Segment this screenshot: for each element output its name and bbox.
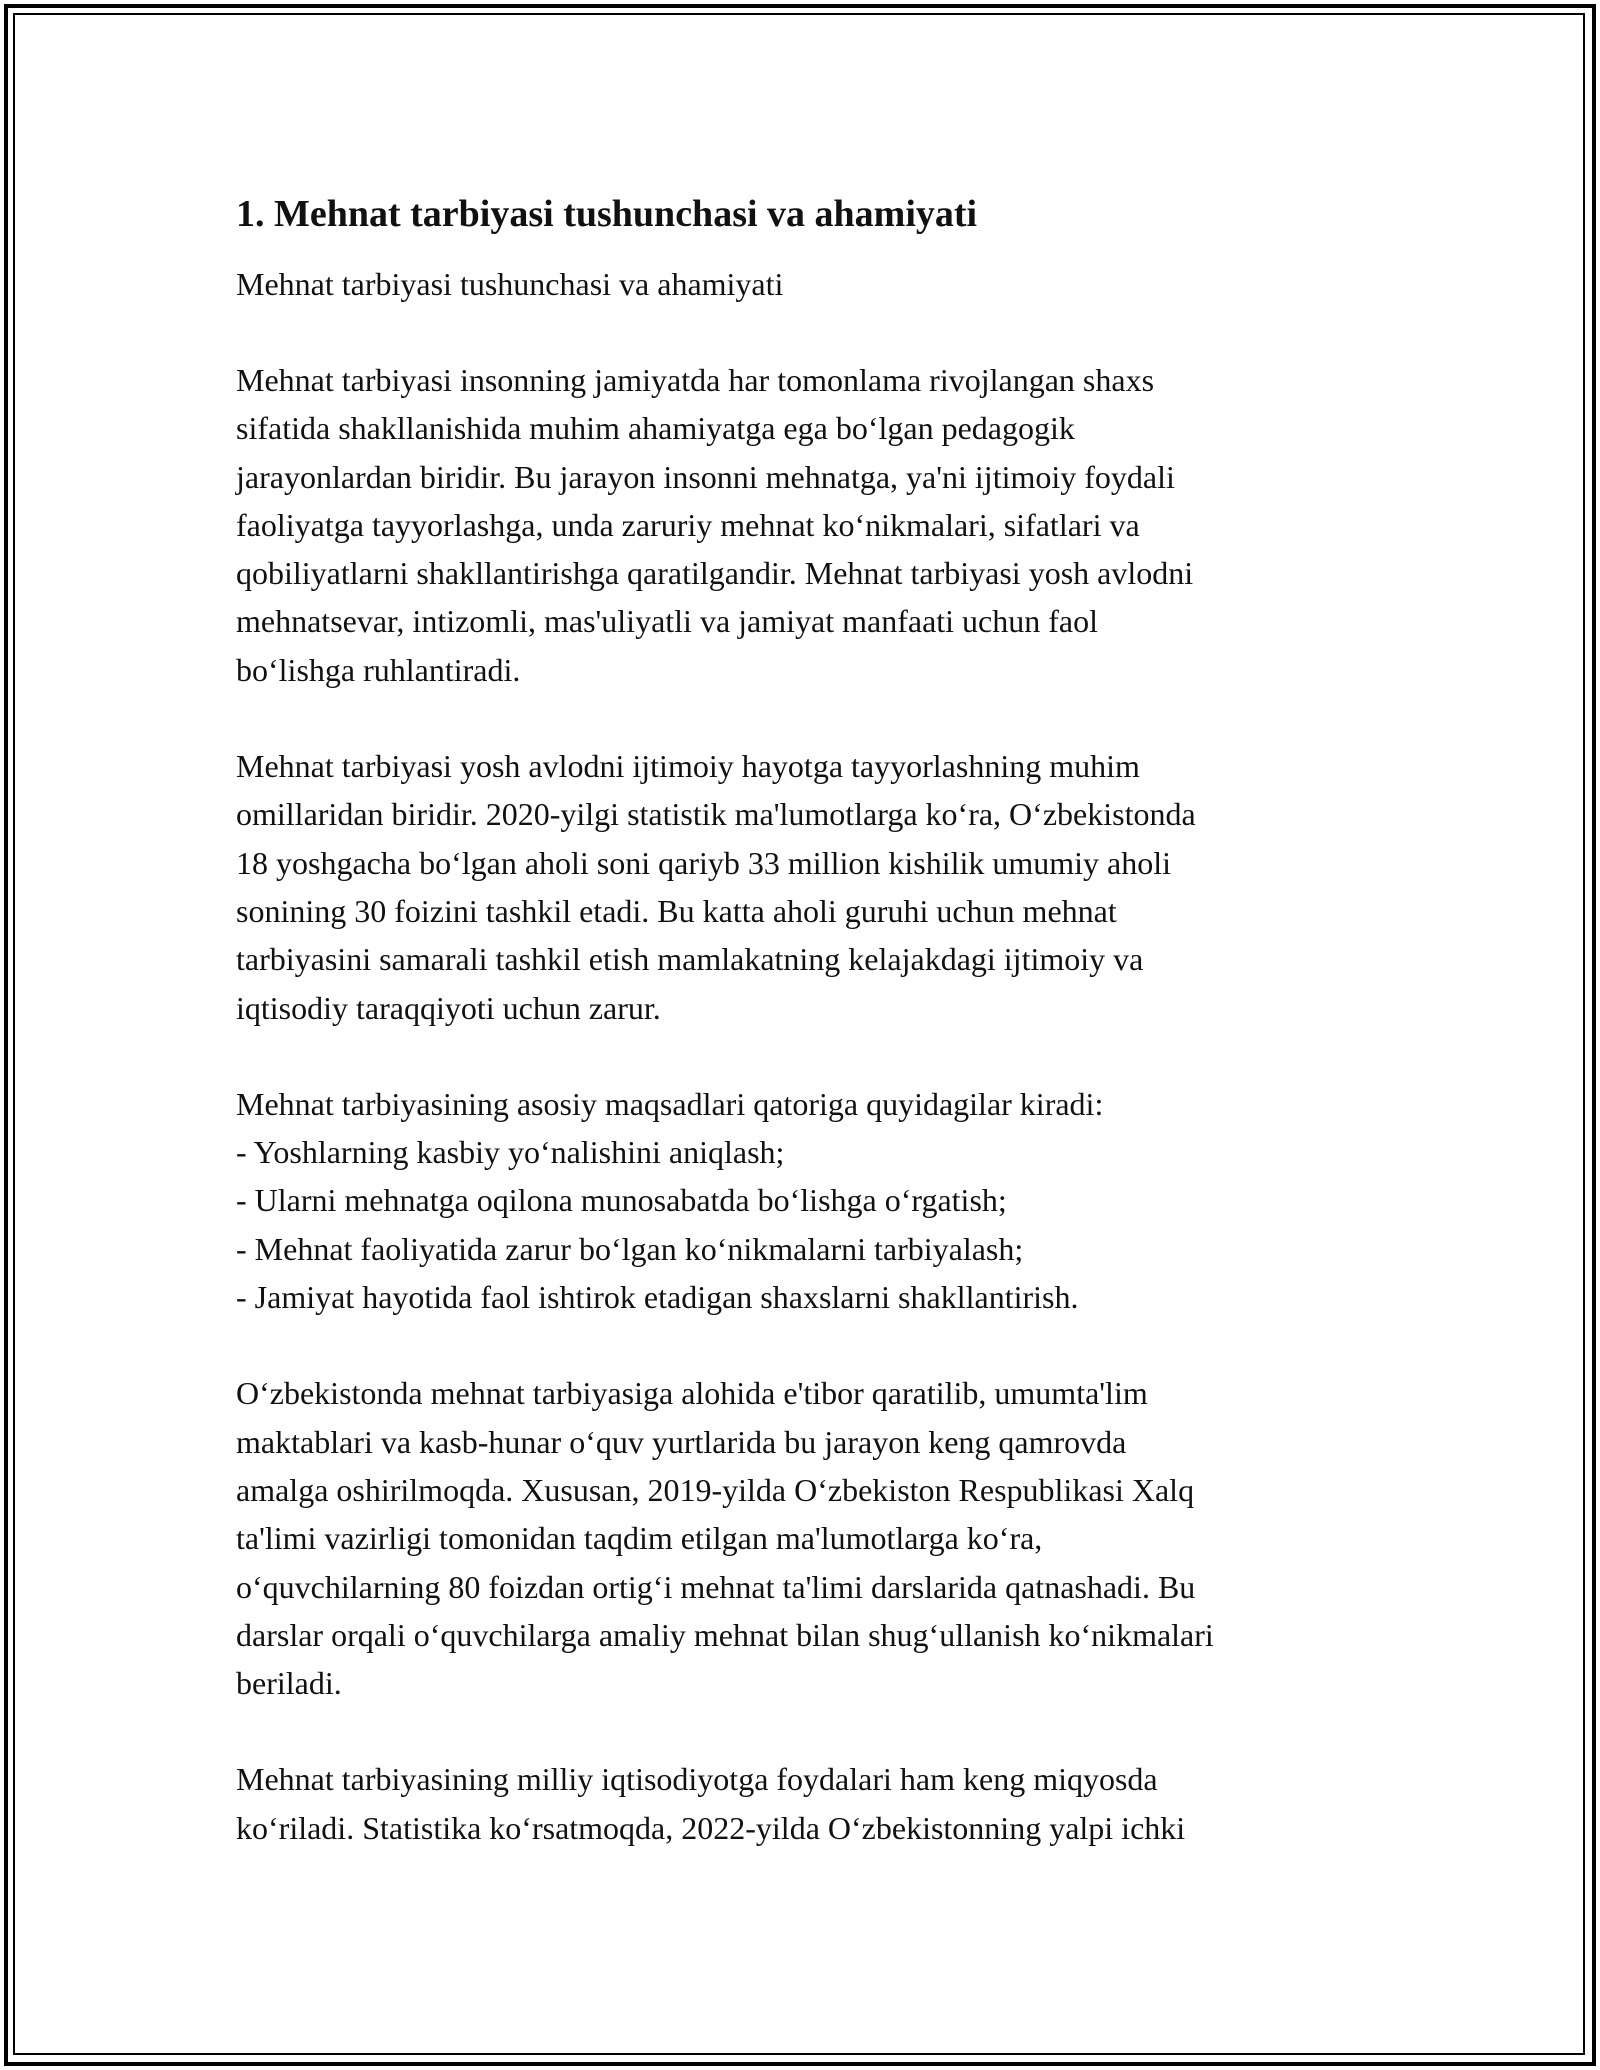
text-line: - Mehnat faoliyatida zarur bo‘lgan ko‘nikmalarni tarbiyalash;	[236, 1230, 1024, 1267]
text-line: sonining 30 foizini tashkil etadi. Bu katta aholi guruhi uchun mehnat	[236, 892, 1117, 929]
section-heading: 1. Mehnat tarbiyasi tushunchasi va ahamiyati	[236, 193, 978, 235]
text-line: 18 yoshgacha bo‘lgan aholi soni qariyb 33 million kishilik umumiy aholi	[236, 844, 1172, 881]
text-line: - Jamiyat hayotida faol ishtirok etadigan shaxslarni shakllantirish.	[236, 1279, 1079, 1316]
text-line: Mehnat tarbiyasi insonning jamiyatda har tomonlama rivojlangan shaxs	[236, 362, 1155, 398]
text-line: mehnatsevar, intizomli, mas'uliyatli va jamiyat manfaati uchun faol	[236, 603, 1098, 640]
document-body	[236, 186, 1386, 1900]
text-line: darslar orqali o‘quvchilarga amaliy mehnat bilan shug‘ullanish ko‘nikmalari	[236, 1616, 1214, 1653]
paragraph	[236, 1755, 1386, 1852]
text-line: bo‘lishga ruhlantiradi.	[236, 651, 521, 688]
text-line: sifatida shakllanishida muhim ahamiyatga ega bo‘lgan pedagogik	[236, 410, 1075, 447]
text-line: tarbiyasini samarali tashkil etish mamlakatning kelajakdagi ijtimoiy va	[236, 941, 1144, 978]
text-line: qobiliyatlarni shakllantirishga qaratilgandir. Mehnat tarbiyasi yosh avlodni	[236, 555, 1194, 592]
text-line: beriladi.	[236, 1665, 342, 1702]
text-line: - Yoshlarning kasbiy yo‘nalishini aniqlash;	[236, 1134, 785, 1171]
text-line: iqtisodiy taraqqiyoti uchun zarur.	[236, 989, 661, 1026]
text-line: Mehnat tarbiyasi yosh avlodni ijtimoiy hayotga tayyorlashning muhim	[236, 748, 1140, 785]
text-line: Mehnat tarbiyasining milliy iqtisodiyotga foydalari ham keng miqyosda	[236, 1761, 1158, 1798]
text-line: jarayonlardan biridir. Bu jarayon insonni mehnatga, ya'ni ijtimoiy foydali	[236, 458, 1175, 495]
text-line: ta'limi vazirligi tomonidan taqdim etilgan ma'lumotlarga ko‘ra,	[236, 1520, 1043, 1557]
text-line: amalga oshirilmoqda. Xususan, 2019-yilda O‘zbekiston Respublikasi Xalq	[236, 1471, 1195, 1508]
paragraph	[236, 356, 1386, 694]
paragraph	[236, 1080, 1386, 1321]
text-line: Mehnat tarbiyasining asosiy maqsadlari qatoriga quyidagilar kiradi:	[236, 1085, 1104, 1122]
text-line: faoliyatga tayyorlashga, unda zaruriy mehnat ko‘nikmalari, sifatlari va	[236, 506, 1140, 543]
paragraph	[236, 742, 1386, 1032]
text-line: ko‘riladi. Statistika ko‘rsatmoqda, 2022-yilda O‘zbekistonning yalpi ichki	[236, 1809, 1186, 1846]
paragraph	[236, 1369, 1386, 1707]
text-line: o‘quvchilarning 80 foizdan ortig‘i mehnat ta'limi darslarida qatnashadi. Bu	[236, 1568, 1196, 1605]
text-line: O‘zbekistonda mehnat tarbiyasiga alohida e'tibor qaratilib, umumta'lim	[236, 1375, 1148, 1412]
section-subtitle: Mehnat tarbiyasi tushunchasi va ahamiyati	[236, 266, 784, 302]
text-line: omillaridan biridir. 2020-yilgi statistik ma'lumotlarga ko‘ra, O‘zbekistonda	[236, 796, 1196, 833]
paragraph-list	[236, 356, 1386, 1852]
text-line: - Ularni mehnatga oqilona munosabatda bo‘lishga o‘rgatish;	[236, 1182, 1007, 1219]
text-line: maktablari va kasb-hunar o‘quv yurtlarida bu jarayon keng qamrovda	[236, 1423, 1127, 1460]
